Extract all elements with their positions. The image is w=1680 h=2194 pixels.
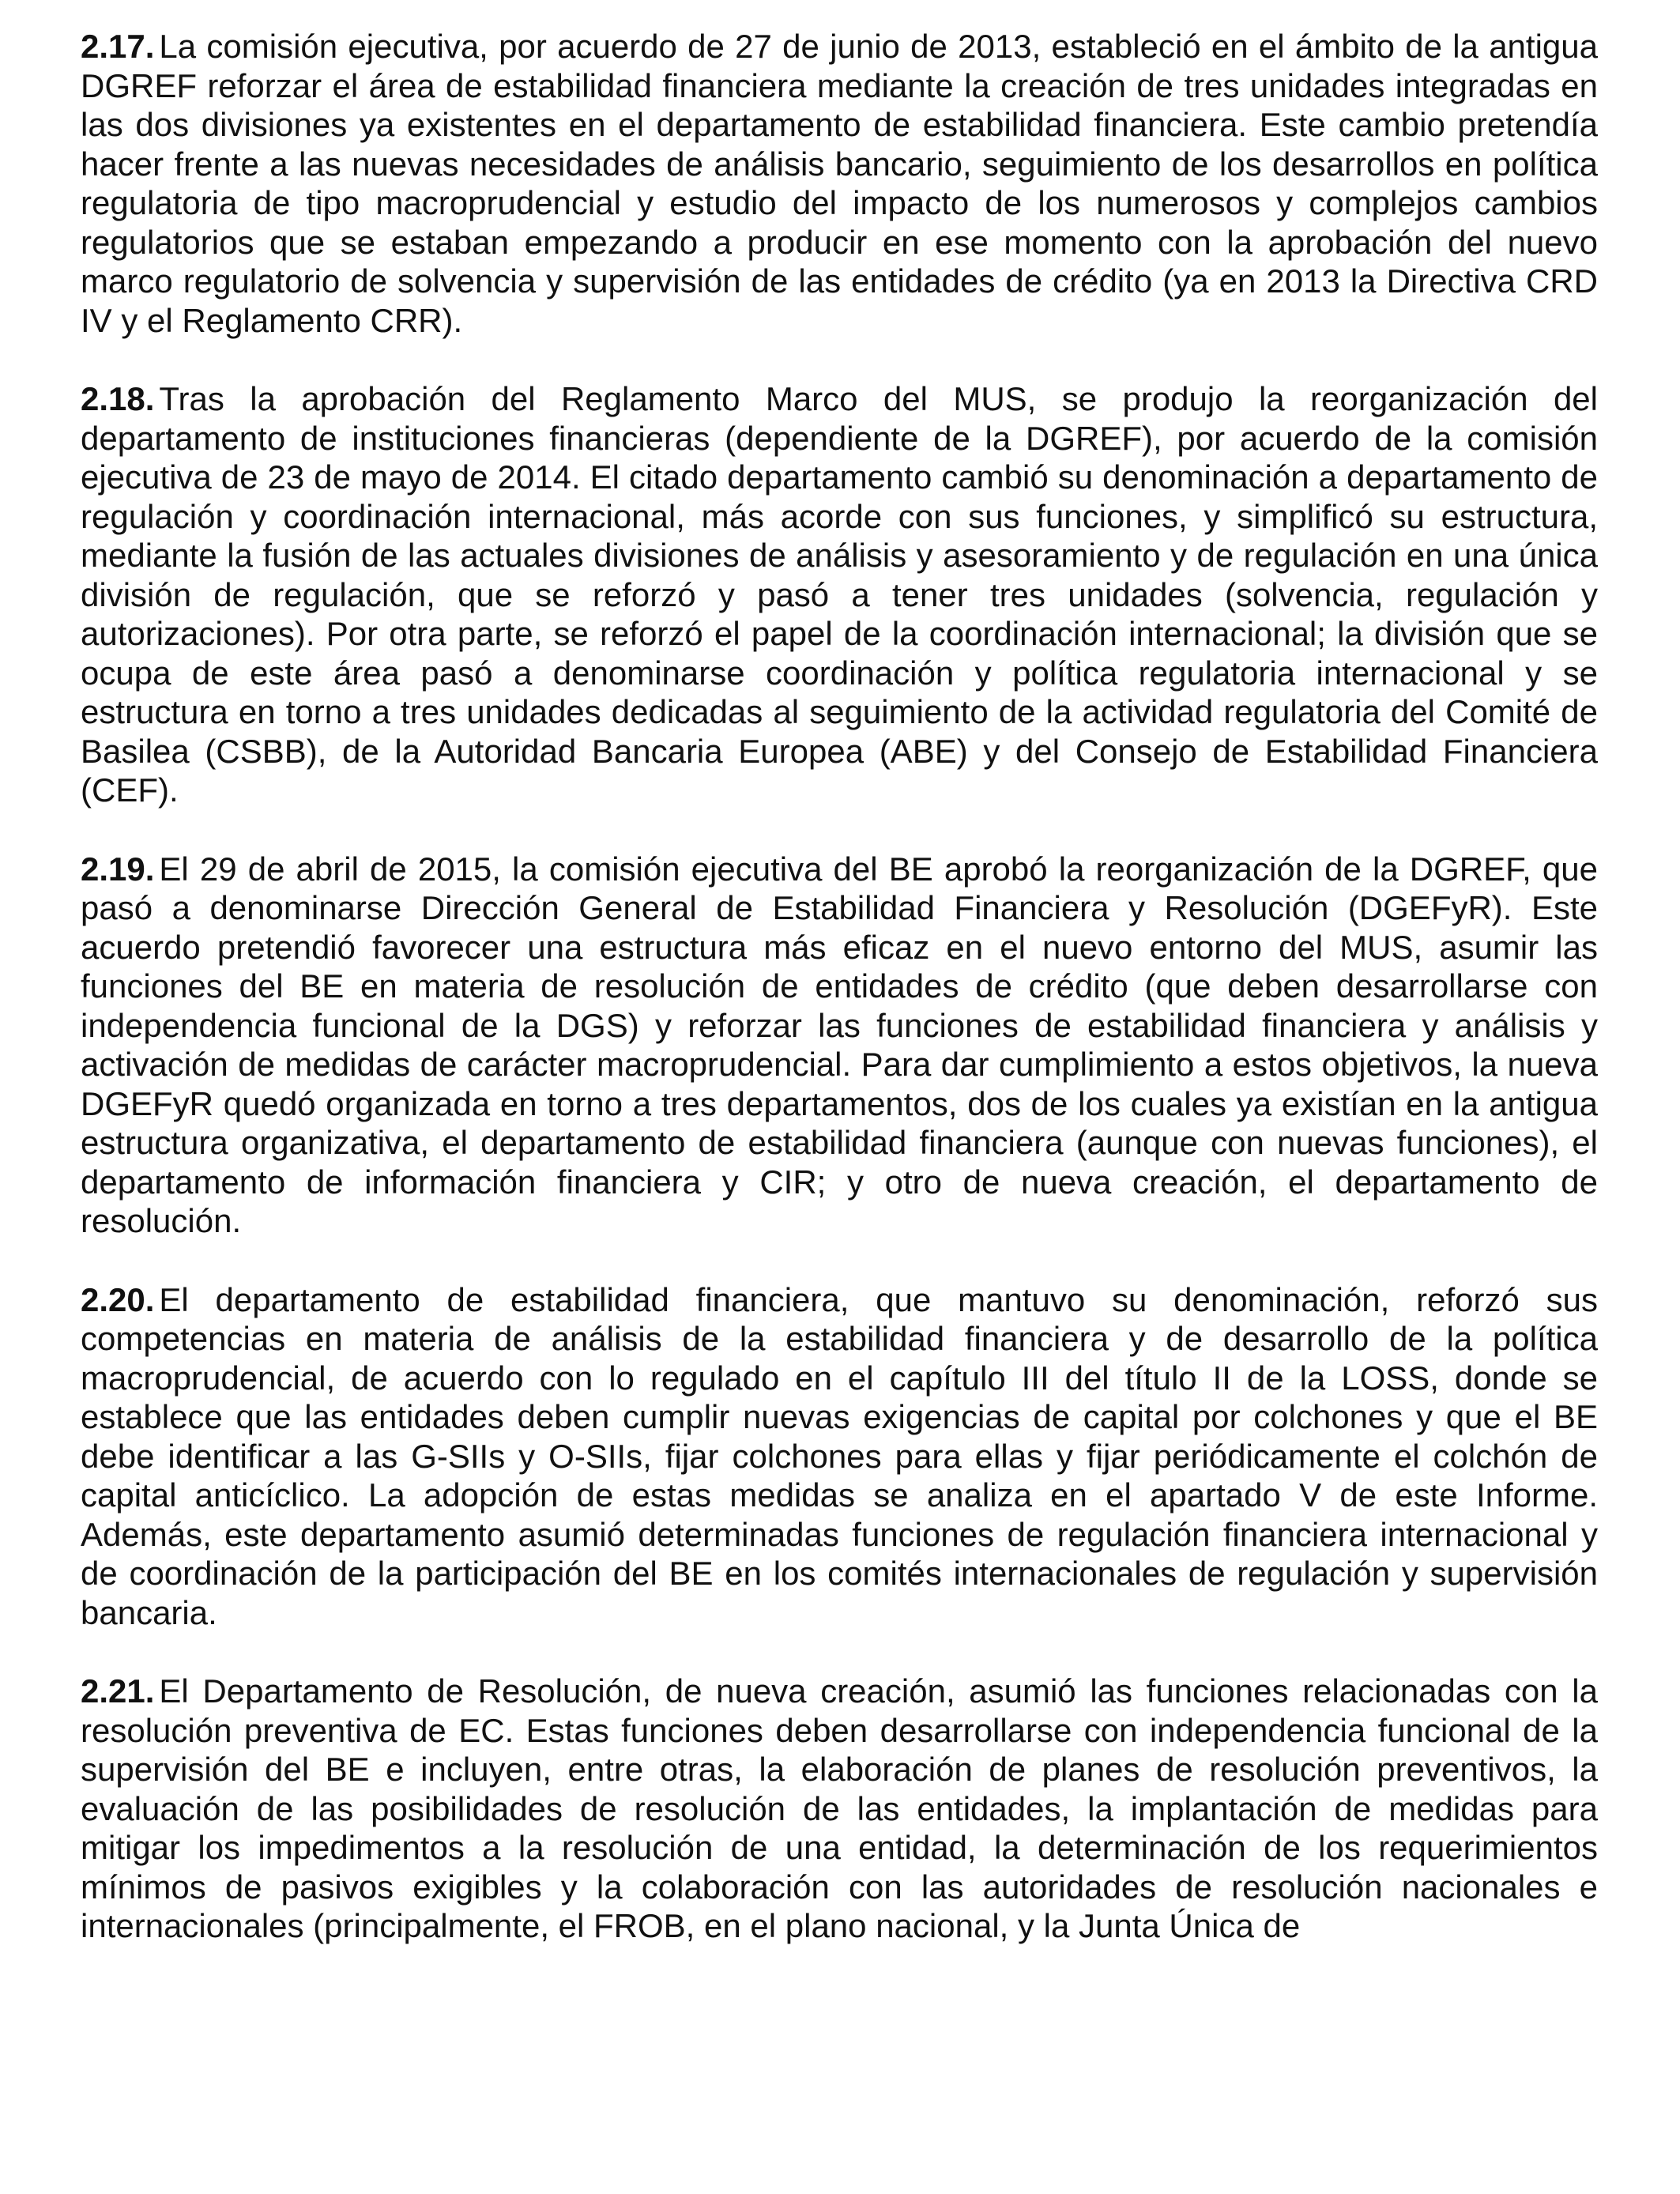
paragraph-number: 2.17. — [81, 28, 155, 65]
paragraph-text: El Departamento de Resolución, de nueva creación, asumió las funciones relacionadas con la resolución preventiva de EC. Estas funciones deben desarrollarse con independencia funcional de la supervisión del BE e incluyen, entre otras, la elaboración de planes de resolución preventivos, la evaluación de las posibilidades de resolución de las entidades, la implantación de medidas para mitigar los impedimentos a la resolución de una entidad, la determinación de los requerimientos mínimos de pasivos exigibles y la colaboración con las autoridades de resolución nacionales e internacionales (principalmente, el FROB, en el plano nacional, y la Junta Única de — [81, 1672, 1598, 1944]
paragraph-number: 2.20. — [81, 1280, 155, 1318]
paragraph-text: La comisión ejecutiva, por acuerdo de 27 de junio de 2013, estableció en el ámbito de la antigua DGREF reforzar el área de estabilidad financiera mediante la creación de tres unidades integradas en las dos divisiones ya existentes en el departamento de estabilidad financiera. Este cambio pretendía hacer frente a las nuevas necesidades de análisis bancario, seguimiento de los desarrollos en política regulatoria de tipo macroprudencial y estudio del impacto de los numerosos y complejos cambios regulatorios que se estaban empezando a producir en ese momento con la aprobación del nuevo marco regulatorio de solvencia y supervisión de las entidades de crédito (ya en 2013 la Directiva CRD IV y el Reglamento CRR). — [81, 28, 1598, 339]
paragraph-2-18 — [81, 379, 1598, 810]
paragraph-number: 2.19. — [81, 850, 155, 888]
paragraph-text: Tras la aprobación del Reglamento Marco del MUS, se produjo la reorganización del departamento de instituciones financieras (dependiente de la DGREF), por acuerdo de la comisión ejecutiva de 23 de mayo de 2014. El citado departamento cambió su denominación a departamento de regulación y coordinación internacional, más acorde con sus funciones, y simplificó su estructura, mediante la fusión de las actuales divisiones de análisis y asesoramiento y de regulación en una única división de regulación, que se reforzó y pasó a tener tres unidades (solvencia, regulación y autorizaciones). Por otra parte, se reforzó el papel de la coordinación internacional; la división que se ocupa de este área pasó a denominarse coordinación y política regulatoria internacional y se estructura en torno a tres unidades dedicadas al seguimiento de la actividad regulatoria del Comité de Basilea (CSBB), de la Autoridad Bancaria Europea (ABE) y del Consejo de Estabilidad Financiera (CEF). — [81, 380, 1598, 809]
paragraph-text: El departamento de estabilidad financiera, que mantuvo su denominación, reforzó sus competencias en materia de análisis de la estabilidad financiera y de desarrollo de la política macroprudencial, de acuerdo con lo regulado en el capítulo III del título II de la LOSS, donde se establece que las entidades deben cumplir nuevas exigencias de capital por colchones y que el BE debe identificar a las G-SIIs y O-SIIs, fijar colchones para ellas y fijar periódicamente el colchón de capital anticíclico. La adopción de estas medidas se analiza en el apartado V de este Informe. Además, este departamento asumió determinadas funciones de regulación financiera internacional y de coordinación de la participación del BE en los comités internacionales de regulación y supervisión bancaria. — [81, 1280, 1598, 1631]
paragraph-text: El 29 de abril de 2015, la comisión ejecutiva del BE aprobó la reorganización de la DGREF, que pasó a denominarse Dirección General de Estabilidad Financiera y Resolución (DGEFyR). Este acuerdo pretendió favorecer una estructura más eficaz en el nuevo entorno del MUS, asumir las funciones del BE en materia de resolución de entidades de crédito (que deben desarrollarse con independencia funcional de la DGS) y reforzar las funciones de estabilidad financiera y análisis y activación de medidas de carácter macroprudencial. Para dar cumplimiento a estos objetivos, la nueva DGEFyR quedó organizada en torno a tres departamentos, dos de los cuales ya existían en la antigua estructura organizativa, el departamento de estabilidad financiera (aunque con nuevas funciones), el departamento de información financiera y CIR; y otro de nueva creación, el departamento de resolución. — [81, 850, 1598, 1239]
paragraph-2-19 — [81, 850, 1598, 1241]
paragraph-2-21 — [81, 1672, 1598, 1946]
paragraph-2-20 — [81, 1280, 1598, 1633]
paragraph-number: 2.21. — [81, 1672, 155, 1710]
paragraph-2-17 — [81, 27, 1598, 340]
document-body — [81, 27, 1598, 1985]
paragraph-number: 2.18. — [81, 380, 155, 417]
